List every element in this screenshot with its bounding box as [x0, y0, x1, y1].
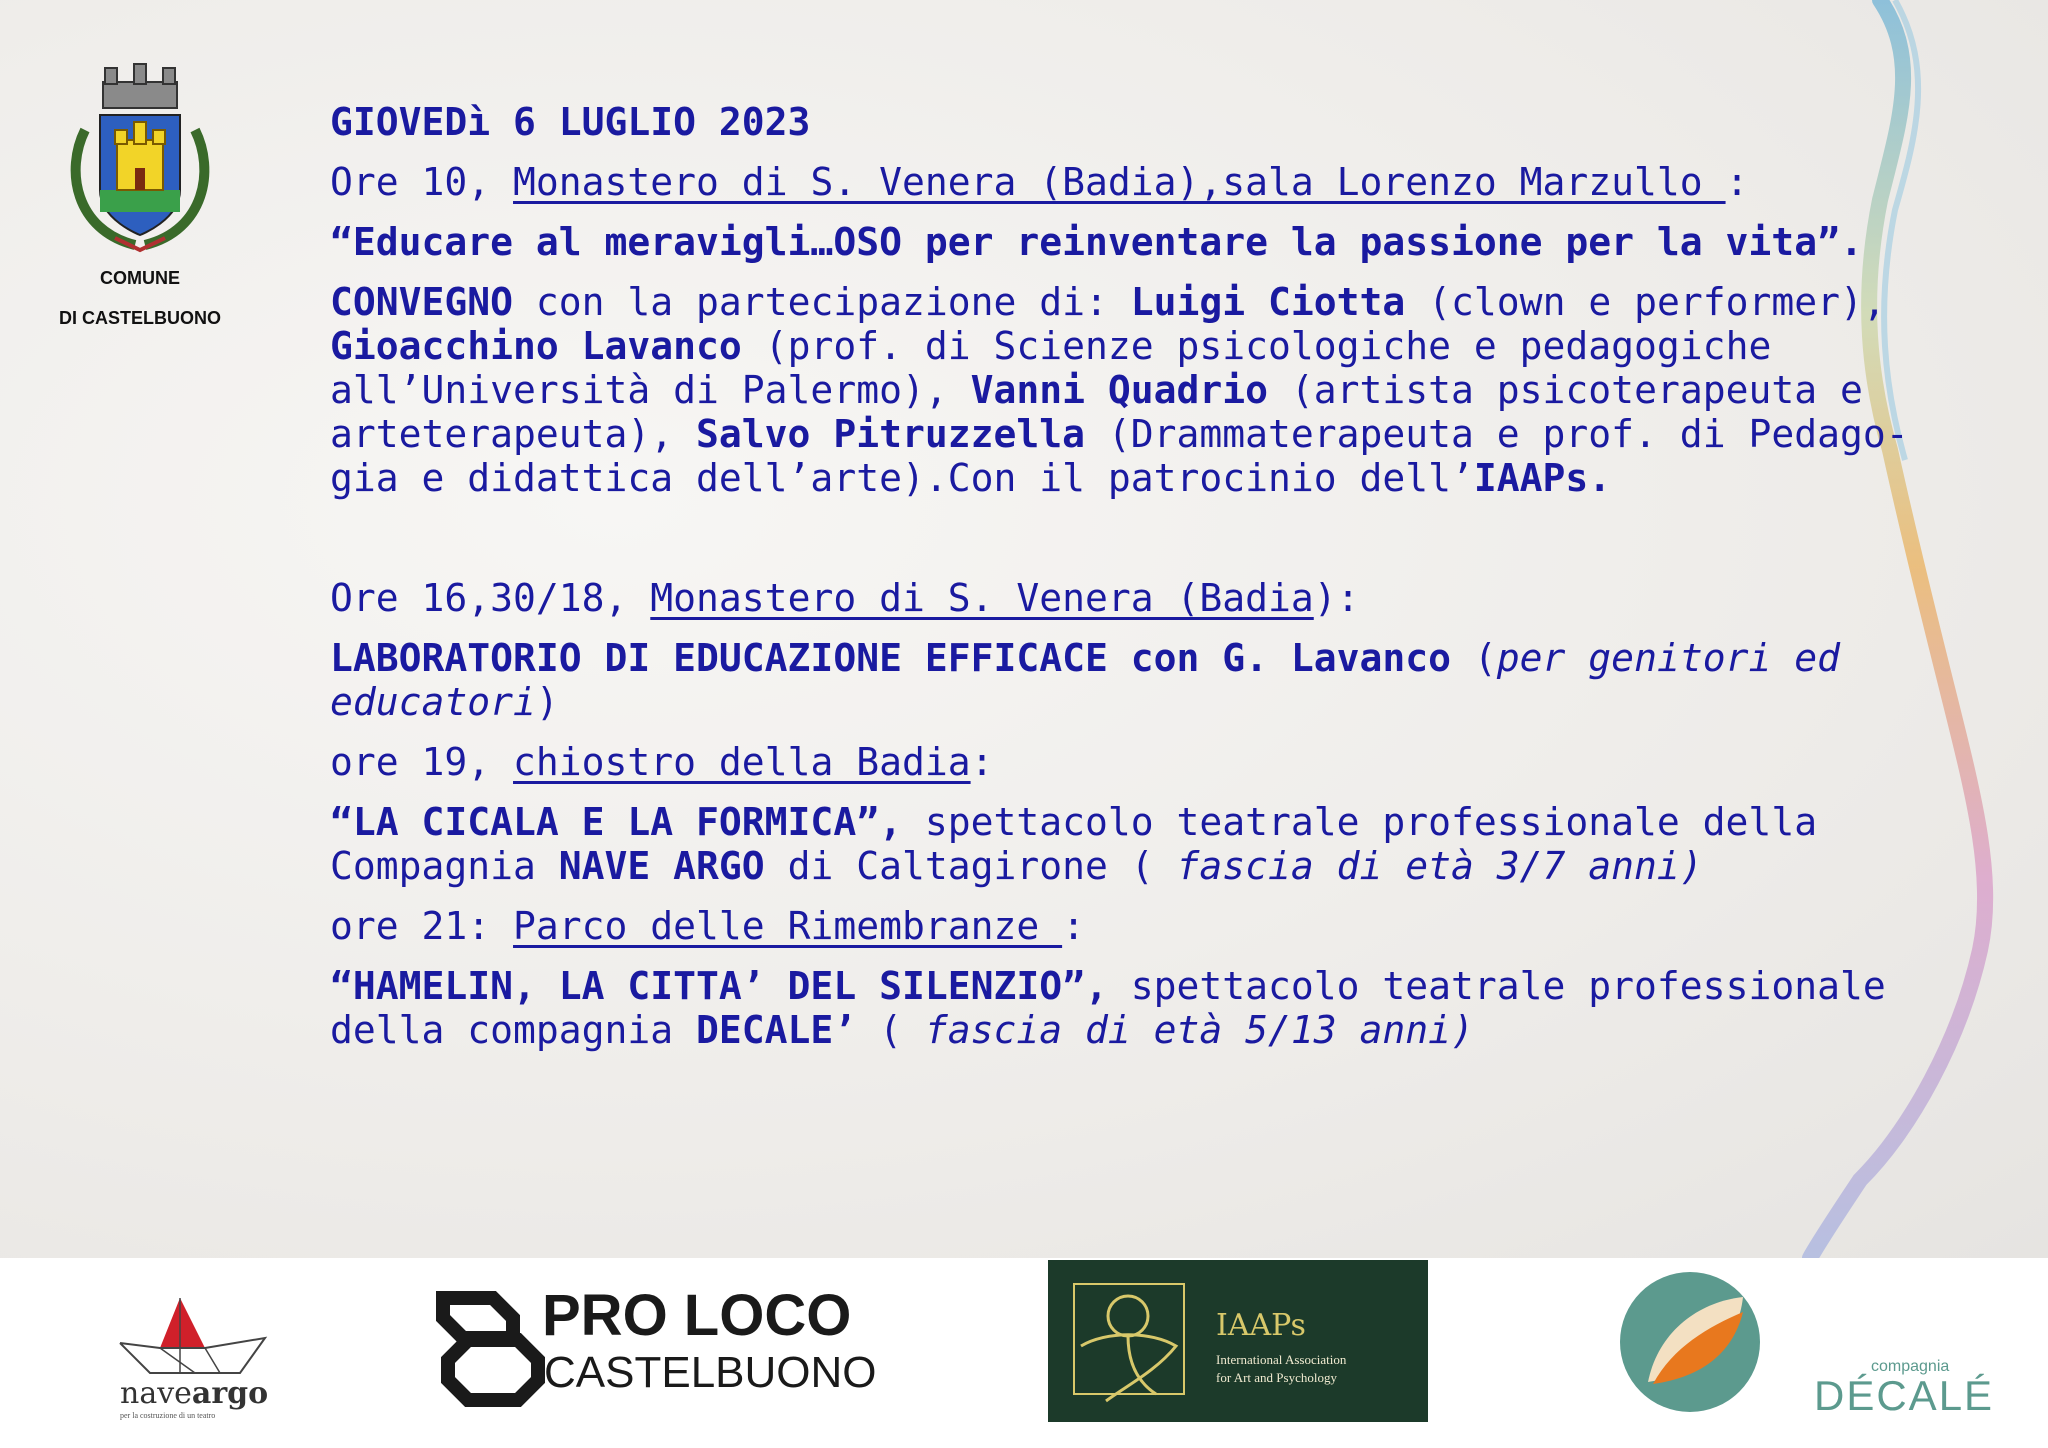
- comune-label-line1: COMUNE: [100, 268, 180, 288]
- program-content: [330, 100, 1920, 1052]
- coat-of-arms-icon: [55, 60, 225, 260]
- event2-paren-open: (: [1451, 636, 1497, 680]
- event2-paren-close: ): [535, 680, 559, 724]
- iaaps-figure-icon: [1066, 1276, 1196, 1406]
- decale-emblem-icon: [1618, 1272, 1768, 1412]
- event-date: GIOVEDì 6 LUGLIO 2023: [330, 100, 811, 144]
- event1-title: “Educare al meravigli…OSO per reinventare la passione per la vita”.: [330, 220, 1863, 264]
- iaaps-tagline-2: for Art and Psychology: [1216, 1370, 1337, 1385]
- event2-audience: per genitori ed educatori: [330, 636, 1840, 724]
- decale-big: DÉCALÉ: [1814, 1372, 1995, 1419]
- event3-time: ore 19,: [330, 740, 514, 784]
- event3-colon: :: [970, 740, 994, 784]
- event1-description: [330, 280, 1920, 500]
- event4-place: Parco delle Rimembranze: [513, 904, 1063, 948]
- naveargo-argo: argo: [191, 1376, 269, 1411]
- event1-text-1: con la partecipazione di:: [513, 280, 1131, 324]
- decale-small: compagnia: [1871, 1358, 1950, 1375]
- sponsor-footer: [0, 1258, 2048, 1448]
- comune-label-line2: DI CASTELBUONO: [59, 308, 221, 328]
- event1-text-4: (artista psicoterapeuta e arteterapeuta),: [330, 368, 1863, 456]
- event4-text-1: spettacolo teatrale professionale della compagnia: [330, 964, 1886, 1052]
- event4-location-line: [330, 904, 1920, 948]
- event1-place: Monastero di S. Venera (Badia),sala Lorenzo Marzullo: [513, 160, 1726, 204]
- event4-text-2: (: [856, 1008, 925, 1052]
- proloco-chain-icon: [418, 1280, 548, 1410]
- event3-age-range: fascia di età 3/7 anni): [1176, 844, 1703, 888]
- event1-text-2: (clown e performer),: [1405, 280, 1886, 324]
- event4-time: ore 21:: [330, 904, 514, 948]
- event4-company: DECALE’: [696, 1008, 857, 1052]
- naveargo-wordmark: [120, 1376, 280, 1411]
- comune-coat-of-arms: [55, 60, 225, 260]
- event3-company: NAVE ARGO: [558, 844, 765, 888]
- event1-time: Ore 10,: [330, 160, 514, 204]
- speaker-gioacchino-lavanco: Gioacchino Lavanco: [330, 324, 742, 368]
- naveargo-tagline: per la costruzione di un teatro: [120, 1411, 216, 1420]
- iaaps-tagline-1: International Association: [1216, 1352, 1347, 1367]
- event1-convegno: CONVEGNO: [330, 280, 514, 324]
- event4-colon: :: [1062, 904, 1085, 948]
- iaaps-logo: [1048, 1260, 1428, 1422]
- paper-boat-icon: [110, 1288, 280, 1378]
- naveargo-logo: [110, 1288, 280, 1418]
- event2-place: Monastero di S. Venera (Badia: [650, 576, 1314, 620]
- iaaps-name: IAAPs: [1216, 1308, 1306, 1343]
- event1-text-5: (Drammaterapeuta e prof. di Pedago-gia e didattica dell’arte).Con il patrocinio dell’: [330, 412, 1909, 500]
- naveargo-nave: nave: [120, 1376, 192, 1411]
- proloco-line2: CASTELBUONO: [544, 1348, 877, 1397]
- event1-colon: :: [1725, 160, 1749, 204]
- speaker-salvo-pitruzzella: Salvo Pitruzzella: [696, 412, 1085, 456]
- event3-text-2: di Caltagirone (: [764, 844, 1177, 888]
- event2-end: ):: [1313, 576, 1360, 620]
- event1-text-3: (prof. di Scienze psicologiche e pedagogiche all’Università di Palermo),: [330, 324, 1772, 412]
- event1-location-line: [330, 160, 1920, 204]
- event2-description: [330, 636, 1920, 724]
- event3-description: [330, 800, 1920, 888]
- patron-iaaps: IAAPs.: [1473, 456, 1612, 500]
- event4-description: [330, 964, 1920, 1052]
- proloco-logo: [418, 1270, 878, 1420]
- event3-text-1: spettacolo teatrale professionale della Compagnia: [330, 800, 1818, 888]
- proloco-line1: PRO LOCO: [542, 1283, 852, 1348]
- event4-age-range: fascia di età 5/13 anni): [924, 1008, 1474, 1052]
- event3-location-line: [330, 740, 1920, 784]
- event3-title: “LA CICALA E LA FORMICA”,: [330, 800, 902, 844]
- event4-title: “HAMELIN, LA CITTA’ DEL SILENZIO”,: [330, 964, 1108, 1008]
- speaker-luigi-ciotta: Luigi Ciotta: [1130, 280, 1406, 324]
- speaker-vanni-quadrio: Vanni Quadrio: [970, 368, 1269, 412]
- event3-place: chiostro della Badia: [513, 740, 971, 784]
- decale-logo: [1618, 1272, 1998, 1432]
- event2-time: Ore 16,30/18,: [330, 576, 651, 620]
- event2-location-line: [330, 576, 1920, 620]
- event2-title: LABORATORIO DI EDUCAZIONE EFFICACE con G. Lavanco: [330, 636, 1452, 680]
